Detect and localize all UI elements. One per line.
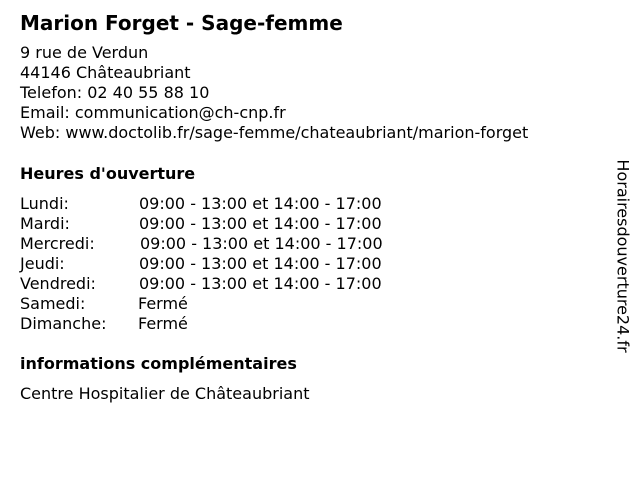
time-value: Fermé [138, 314, 188, 333]
day-label: Dimanche: [20, 314, 107, 333]
time-value: 09:00 - 13:00 et 14:00 - 17:00 [139, 214, 382, 233]
time-value: 09:00 - 13:00 et 14:00 - 17:00 [140, 234, 383, 253]
watermark-text: Horairesdouverture24.fr [614, 159, 634, 353]
phone-number: Telefon: 02 40 55 88 10 [20, 83, 210, 102]
street-address: 9 rue de Verdun [20, 43, 149, 62]
hours-row-sunday [20, 314, 383, 334]
day-label: Mercredi: [20, 234, 95, 253]
day-label: Jeudi: [20, 254, 65, 273]
hours-row-thursday [20, 254, 383, 274]
info-text: Centre Hospitalier de Châteaubriant [20, 384, 310, 403]
opening-hours-table [20, 194, 383, 334]
hours-row-tuesday [20, 214, 383, 234]
hours-row-friday [20, 274, 383, 294]
day-label: Vendredi: [20, 274, 96, 293]
time-value: 09:00 - 13:00 et 14:00 - 17:00 [139, 194, 382, 213]
day-label: Samedi: [20, 294, 86, 313]
time-value: 09:00 - 13:00 et 14:00 - 17:00 [139, 254, 382, 273]
page-title: Marion Forget - Sage-femme [20, 11, 343, 35]
email-address: Email: communication@ch-cnp.fr [20, 103, 286, 122]
contact-block [20, 43, 528, 143]
city-postal: 44146 Châteaubriant [20, 63, 191, 82]
site-watermark [612, 136, 634, 376]
info-heading: informations complémentaires [20, 354, 297, 373]
day-label: Lundi: [20, 194, 69, 213]
hours-heading: Heures d'ouverture [20, 164, 196, 183]
website-url: Web: www.doctolib.fr/sage-femme/chateaubriant/marion-forget [20, 123, 529, 142]
hours-row-wednesday [20, 234, 383, 254]
hours-row-monday [20, 194, 383, 214]
time-value: Fermé [138, 294, 188, 313]
day-label: Mardi: [20, 214, 70, 233]
time-value: 09:00 - 13:00 et 14:00 - 17:00 [139, 274, 382, 293]
hours-row-saturday [20, 294, 383, 314]
